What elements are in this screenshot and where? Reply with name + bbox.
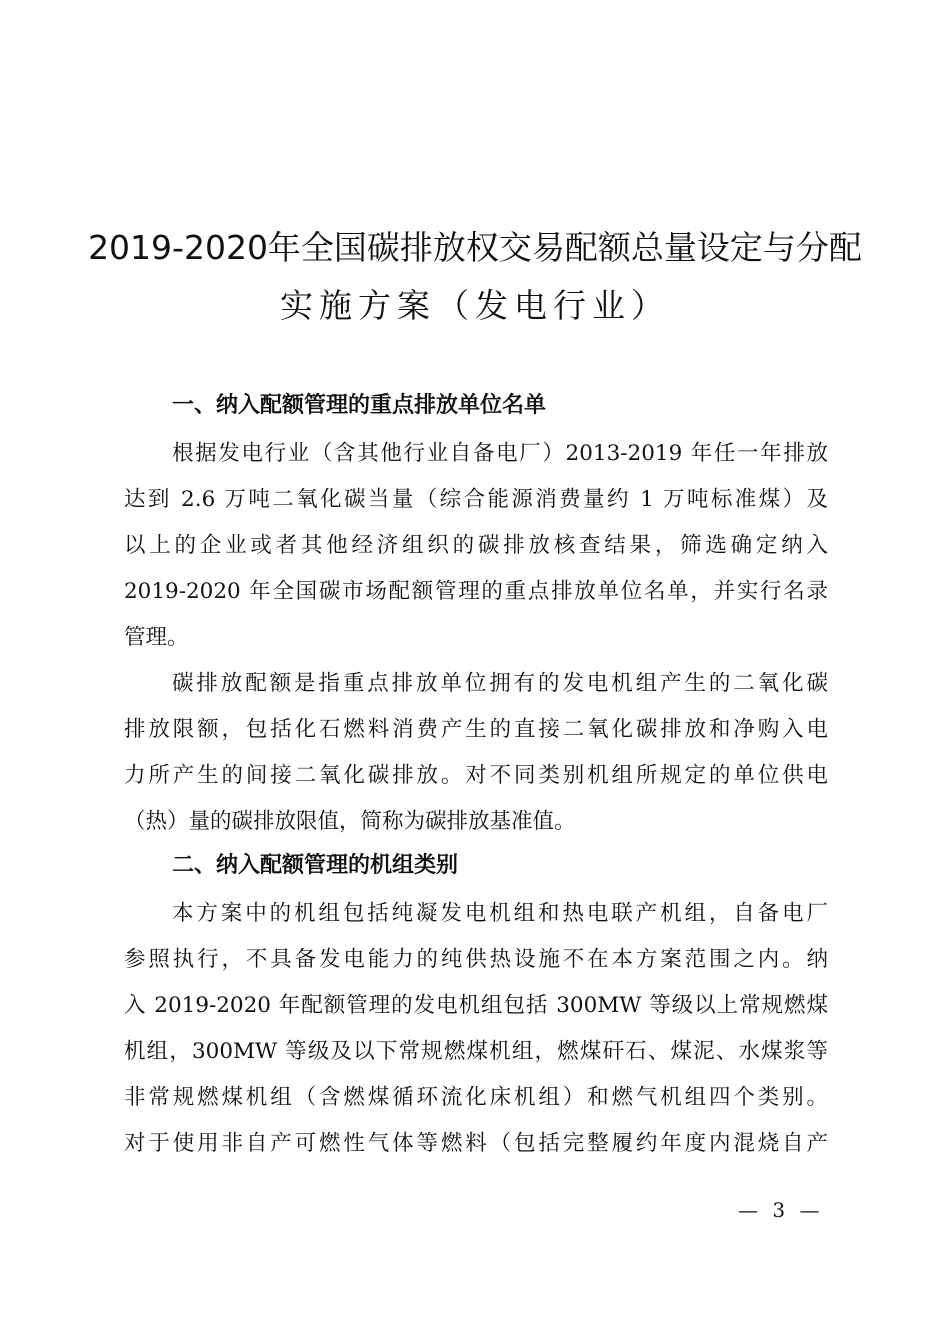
section-1-heading: 一、纳入配额管理的重点排放单位名单 [172, 393, 547, 418]
paragraph-line: 入 2019-2020 年配额管理的发电机组包括 300MW 等级以上常规燃煤 [124, 993, 828, 1018]
paragraph-line: 以上的企业或者其他经济组织的碳排放核查结果，筛选确定纳入 [124, 533, 828, 558]
paragraph-line: 力所产生的间接二氧化碳排放。对不同类别机组所规定的单位供电 [124, 763, 828, 788]
paragraph-line: 对于使用非自产可燃性气体等燃料（包括完整履约年度内混烧自产 [124, 1131, 828, 1156]
paragraph-line: （热）量的碳排放限值，简称为碳排放基准值。 [124, 809, 576, 834]
paragraph-line: 达到 2.6 万吨二氧化碳当量（综合能源消费量约 1 万吨标准煤）及 [124, 487, 828, 512]
page-number: — 3 — [738, 1198, 824, 1222]
paragraph-line: 本方案中的机组包括纯凝发电机组和热电联产机组，自备电厂 [172, 901, 828, 926]
paragraph-line: 非常规燃煤机组（含燃煤循环流化床机组）和燃气机组四个类别。 [124, 1085, 828, 1110]
paragraph-line: 排放限额，包括化石燃料消费产生的直接二氧化碳排放和净购入电 [124, 717, 828, 742]
paragraph-line: 参照执行，不具备发电能力的纯供热设施不在本方案范围之内。纳 [124, 947, 828, 972]
section-2-heading: 二、纳入配额管理的机组类别 [172, 853, 459, 878]
paragraph-line: 根据发电行业（含其他行业自备电厂）2013-2019 年任一年排放 [172, 441, 828, 466]
paragraph-line: 2019-2020 年全国碳市场配额管理的重点排放单位名单，并实行名录 [124, 579, 828, 604]
paragraph-line: 管理。 [124, 625, 189, 650]
document-title-line-2: 实施方案（发电行业） [280, 286, 670, 325]
document-title-line-1: 2019-2020年全国碳排放权交易配额总量设定与分配 [88, 228, 862, 267]
paragraph-line: 机组，300MW 等级及以下常规燃煤机组，燃煤矸石、煤泥、水煤浆等 [124, 1039, 828, 1064]
paragraph-line: 碳排放配额是指重点排放单位拥有的发电机组产生的二氧化碳 [172, 671, 828, 696]
